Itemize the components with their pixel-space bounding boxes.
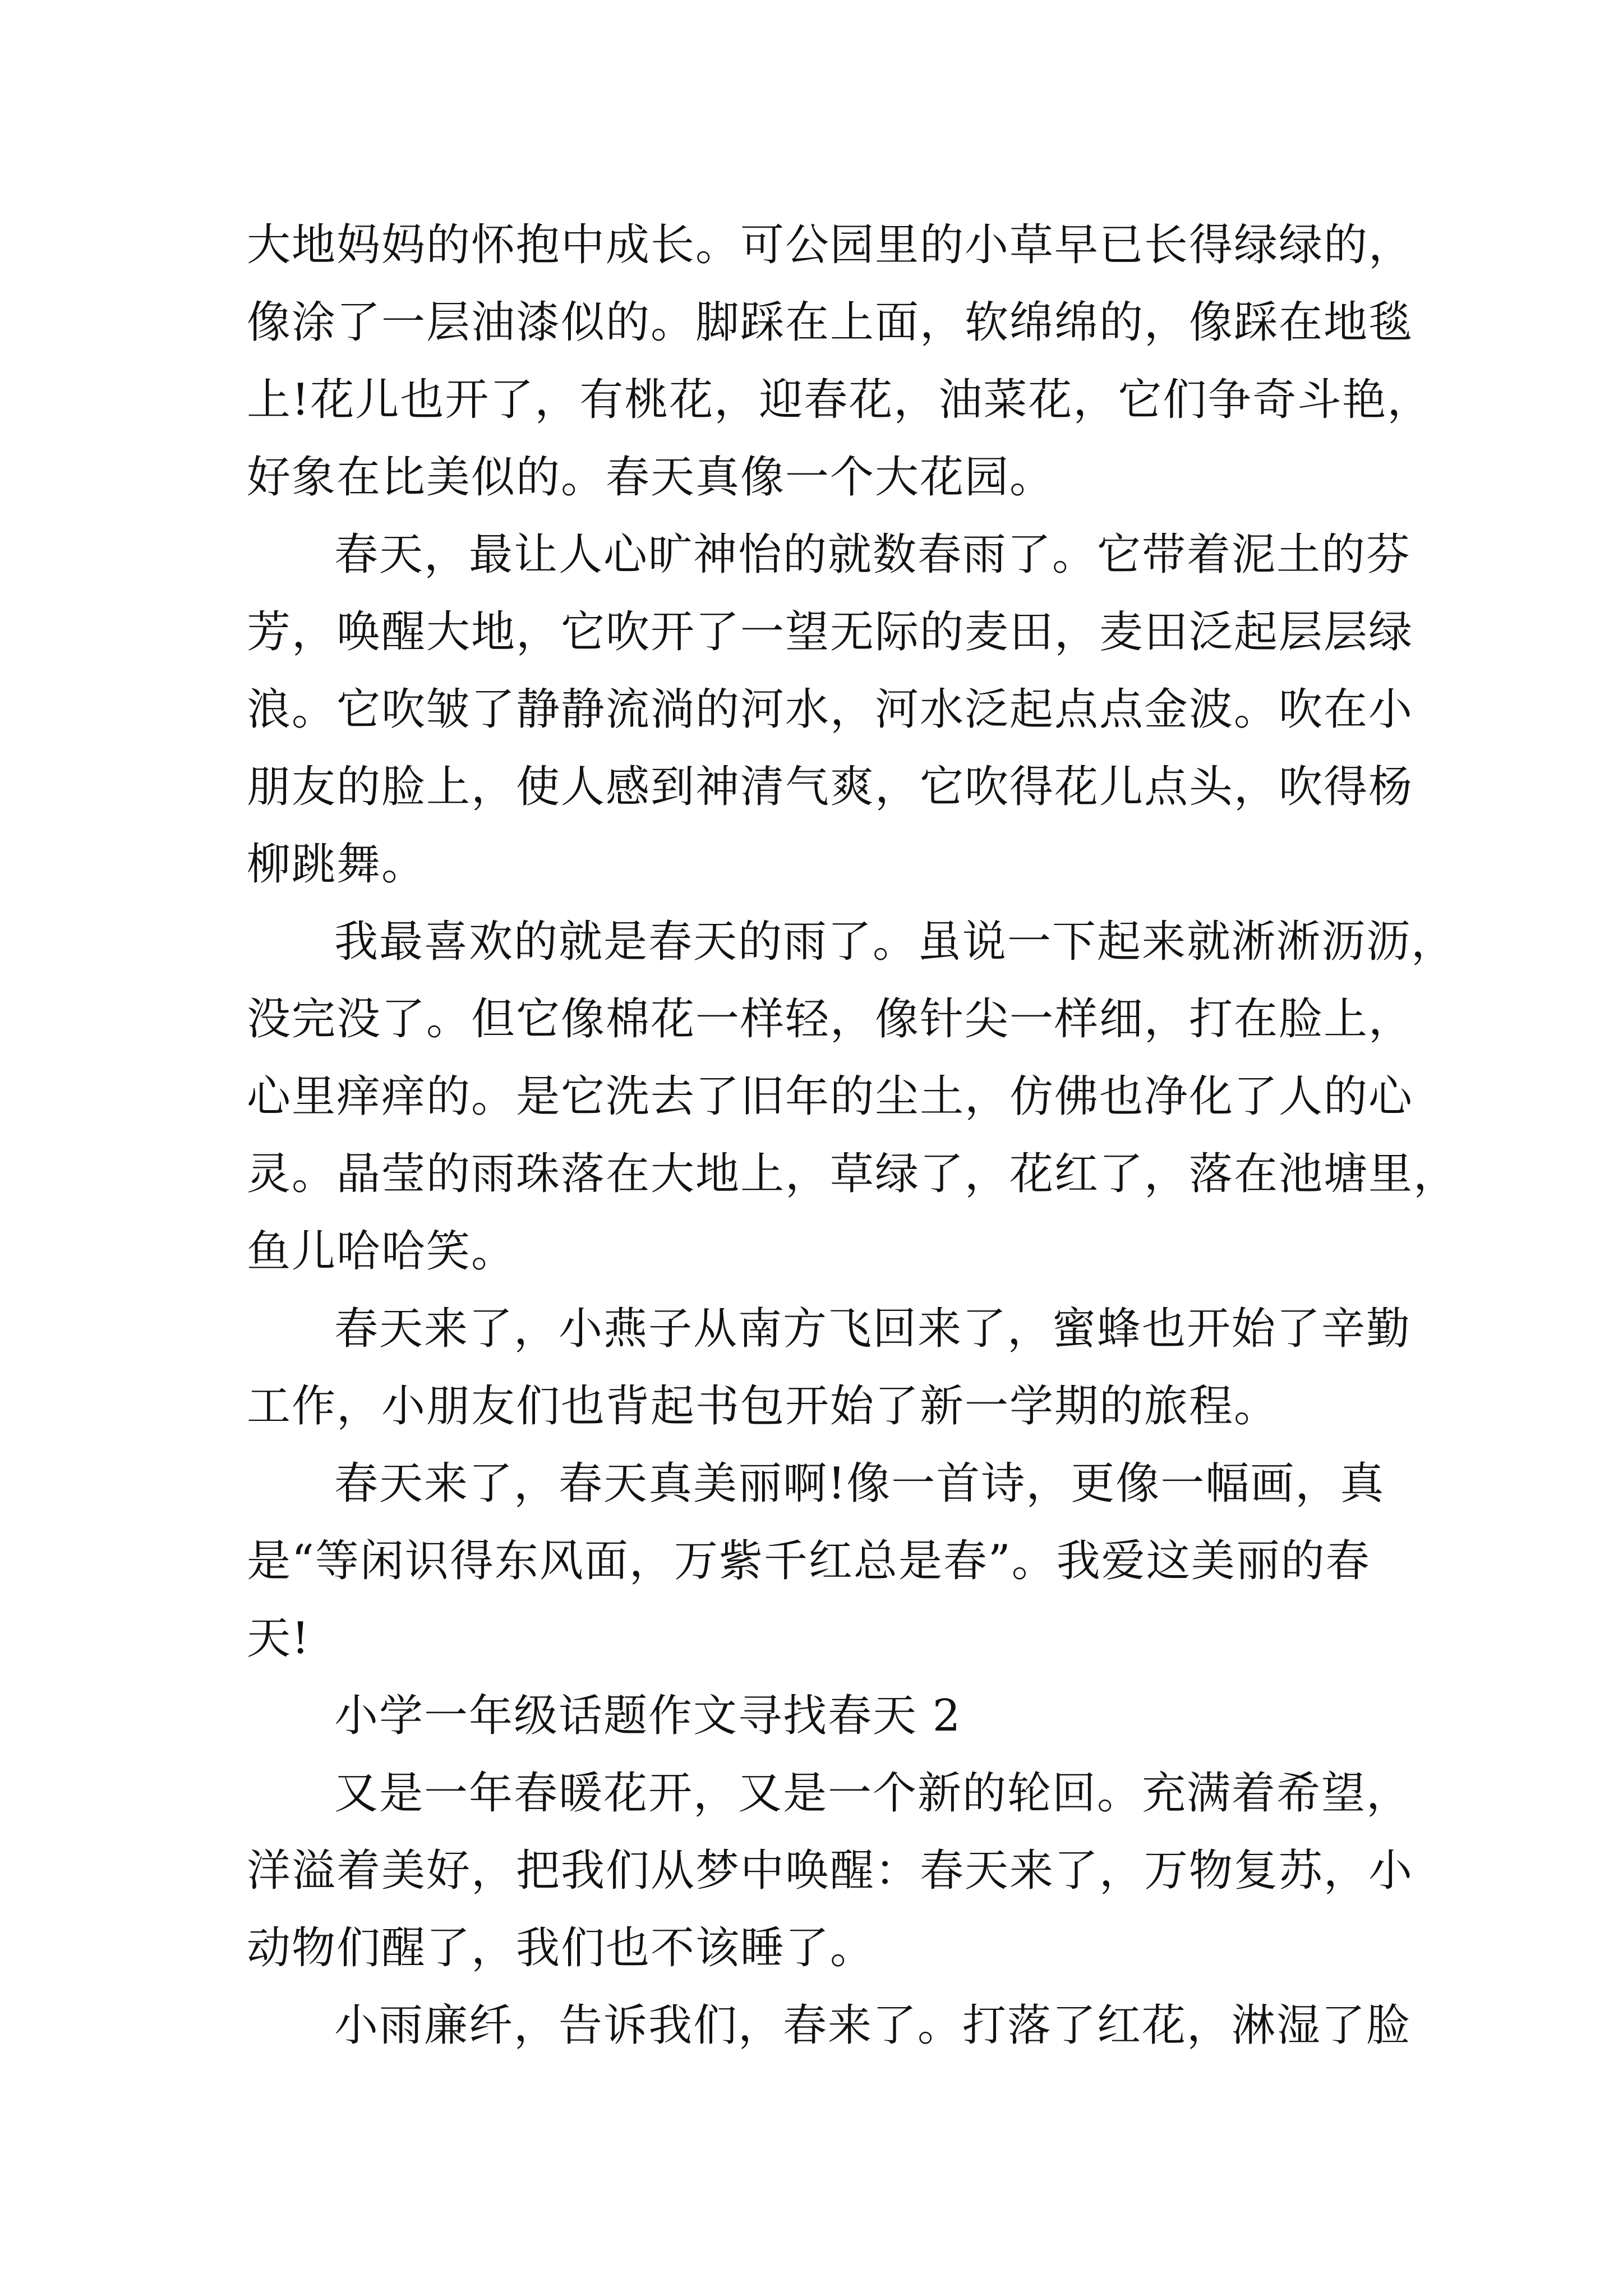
paragraph-first-line: 我最喜欢的就是春天的雨了。虽说一下起来就淅淅沥沥， bbox=[334, 917, 1456, 967]
essay-body bbox=[247, 206, 1459, 2064]
text-line: 大地妈妈的怀抱中成长。可公园里的小草早已长得绿绿的， bbox=[247, 220, 1414, 270]
text-line: 是“等闲识得东风面，万紫千红总是春”。我爱这美丽的春 bbox=[247, 1536, 1371, 1586]
paragraph-first-line: 春天，最让人心旷神怡的就数春雨了。它带着泥土的芬 bbox=[334, 530, 1412, 580]
text-line: 没完没了。但它像棉花一样轻，像针尖一样细，打在脸上， bbox=[247, 994, 1414, 1045]
paragraph-first-line: 春天来了，春天真美丽啊!像一首诗，更像一幅画，真 bbox=[334, 1458, 1385, 1509]
section-heading: 小学一年级话题作文寻找春天 2 bbox=[334, 1691, 962, 1741]
text-line: 好象在比美似的。春天真像一个大花园。 bbox=[247, 452, 1055, 503]
text-line: 天! bbox=[247, 1613, 311, 1664]
text-line: 灵。晶莹的雨珠落在大地上，草绿了，花红了，落在池塘里， bbox=[247, 1149, 1459, 1199]
paragraph-first-line: 又是一年春暖花开，又是一个新的轮回。充满着希望， bbox=[334, 1768, 1412, 1819]
text-line: 像涂了一层油漆似的。脚踩在上面，软绵绵的，像踩在地毯 bbox=[247, 297, 1414, 348]
text-line: 柳跳舞。 bbox=[247, 839, 427, 890]
text-line: 朋友的脸上，使人感到神清气爽，它吹得花儿点头，吹得杨 bbox=[247, 762, 1414, 812]
text-line: 心里痒痒的。是它洗去了旧年的尘土，仿佛也净化了人的心 bbox=[247, 1071, 1414, 1122]
text-line: 浪。它吹皱了静静流淌的河水，河水泛起点点金波。吹在小 bbox=[247, 684, 1414, 735]
text-line: 工作，小朋友们也背起书包开始了新一学期的旅程。 bbox=[247, 1381, 1279, 1432]
text-line: 动物们醒了，我们也不该睡了。 bbox=[247, 1923, 875, 1973]
text-line: 鱼儿哈哈笑。 bbox=[247, 1226, 517, 1277]
paragraph-first-line: 小雨廉纤，告诉我们，春来了。打落了红花，淋湿了脸 bbox=[334, 2000, 1412, 2051]
paragraph-first-line: 春天来了，小燕子从南方飞回来了，蜜蜂也开始了辛勤 bbox=[334, 1304, 1412, 1354]
text-line: 芳，唤醒大地，它吹开了一望无际的麦田，麦田泛起层层绿 bbox=[247, 607, 1414, 657]
text-line: 上!花儿也开了，有桃花，迎春花，油菜花，它们争奇斗艳， bbox=[247, 375, 1432, 425]
text-line: 洋溢着美好，把我们从梦中唤醒：春天来了，万物复苏，小 bbox=[247, 1846, 1414, 1896]
